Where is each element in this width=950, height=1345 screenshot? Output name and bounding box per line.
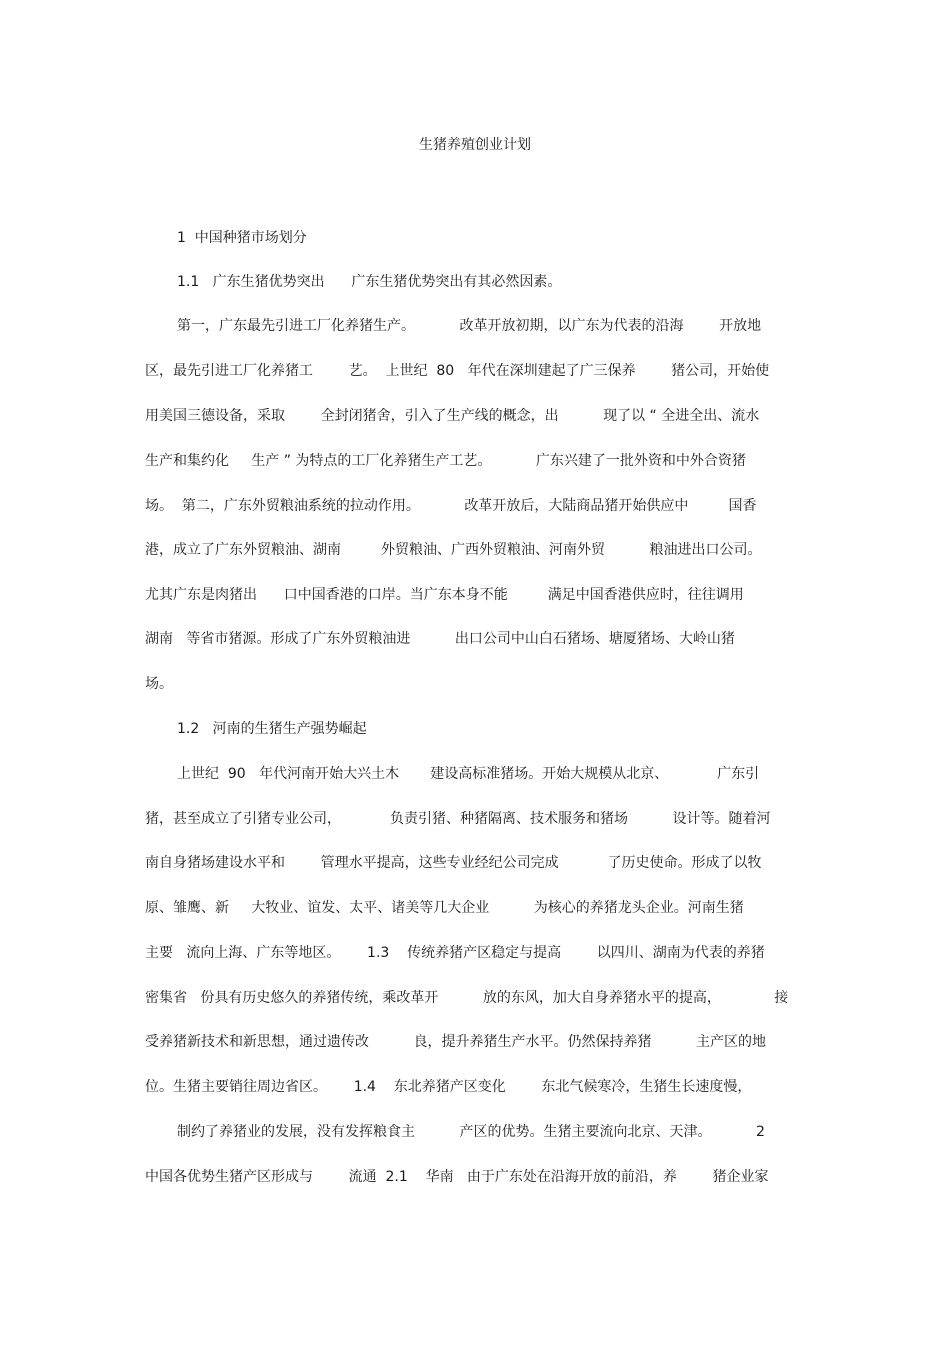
text-line: 湖南 等省市猪源。形成了广东外贸粮油进 出口公司中山白石猪场、塘厦猪场、大岭山猪 xyxy=(145,631,735,647)
text-line: 中国各优势生猪产区形成与 流通 2.1 华南 由于广东处在沿海开放的前沿，养 猪企业家 xyxy=(145,1169,769,1185)
text-line: 第一，广东最先引进工厂化养猪生产。 改革开放初期，以广东为代表的沿海 开放地 xyxy=(177,318,762,334)
text-line: 主要 流向上海、广东等地区。 1.3 传统养猪产区稳定与提高 以四川、湖南为代表的养猪 xyxy=(145,945,765,961)
text-line: 区，最先引进工厂化养猪工 艺。 上世纪 80 年代在深圳建起了广三保养 猪公司，开始使 xyxy=(145,363,770,379)
text-line: 尤其广东是肉猪出 口中国香港的口岸。当广东本身不能 满足中国香港供应时，往往调用 xyxy=(145,587,744,603)
text-line: 1.1 广东生猪优势突出 广东生猪优势突出有其必然因素。 xyxy=(177,274,562,290)
text-line: 场。 第二，广东外贸粮油系统的拉动作用。 改革开放后，大陆商品猪开始供应中 国香 xyxy=(145,498,757,514)
text-line: 1 中国种猪市场划分 xyxy=(177,230,307,246)
text-line: 原、雏鹰、新 大牧业、谊发、太平、诸美等几大企业 为核心的养猪龙头企业。河南生猪 xyxy=(145,900,744,916)
text-line: 制约了养猪业的发展，没有发挥粮食主 产区的优势。生猪主要流向北京、天津。 2 xyxy=(177,1124,765,1140)
text-line: 用美国三德设备，采取 全封闭猪舍，引入了生产线的概念，出 现了以 “ 全进全出、流水 xyxy=(145,408,760,424)
text-line: 场。 xyxy=(145,676,173,692)
text-line: 港，成立了广东外贸粮油、湖南 外贸粮油、广西外贸粮油、河南外贸 粮油进出口公司。 xyxy=(145,542,762,558)
text-line: 猪，甚至成立了引猪专业公司， 负责引猪、种猪隔离、技术服务和猪场 设计等。随着河 xyxy=(145,811,771,827)
text-line: 生产和集约化 生产 ” 为特点的工厂化养猪生产工艺。 广东兴建了一批外资和中外合资猪 xyxy=(145,453,746,469)
text-line: 密集省 份具有历史悠久的养猪传统，乘改革开 放的东风，加大自身养猪水平的提高， 接 xyxy=(145,990,789,1006)
text-line: 上世纪 90 年代河南开始大兴土木 建设高标准猪场。开始大规模从北京、 广东引 xyxy=(177,766,760,782)
text-line: 1.2 河南的生猪生产强势崛起 xyxy=(177,721,367,737)
text-line: 受养猪新技术和新思想，通过遗传改 良，提升养猪生产水平。仍然保持养猪 主产区的地 xyxy=(145,1034,767,1050)
text-line: 位。生猪主要销往周边省区。 1.4 东北养猪产区变化 东北气候寒冷，生猪生长速度慢， xyxy=(145,1079,752,1095)
text-line: 南自身猪场建设水平和 管理水平提高，这些专业经纪公司完成 了历史使命。形成了以牧 xyxy=(145,855,762,871)
document-title: 生猪养殖创业计划 xyxy=(419,137,531,153)
